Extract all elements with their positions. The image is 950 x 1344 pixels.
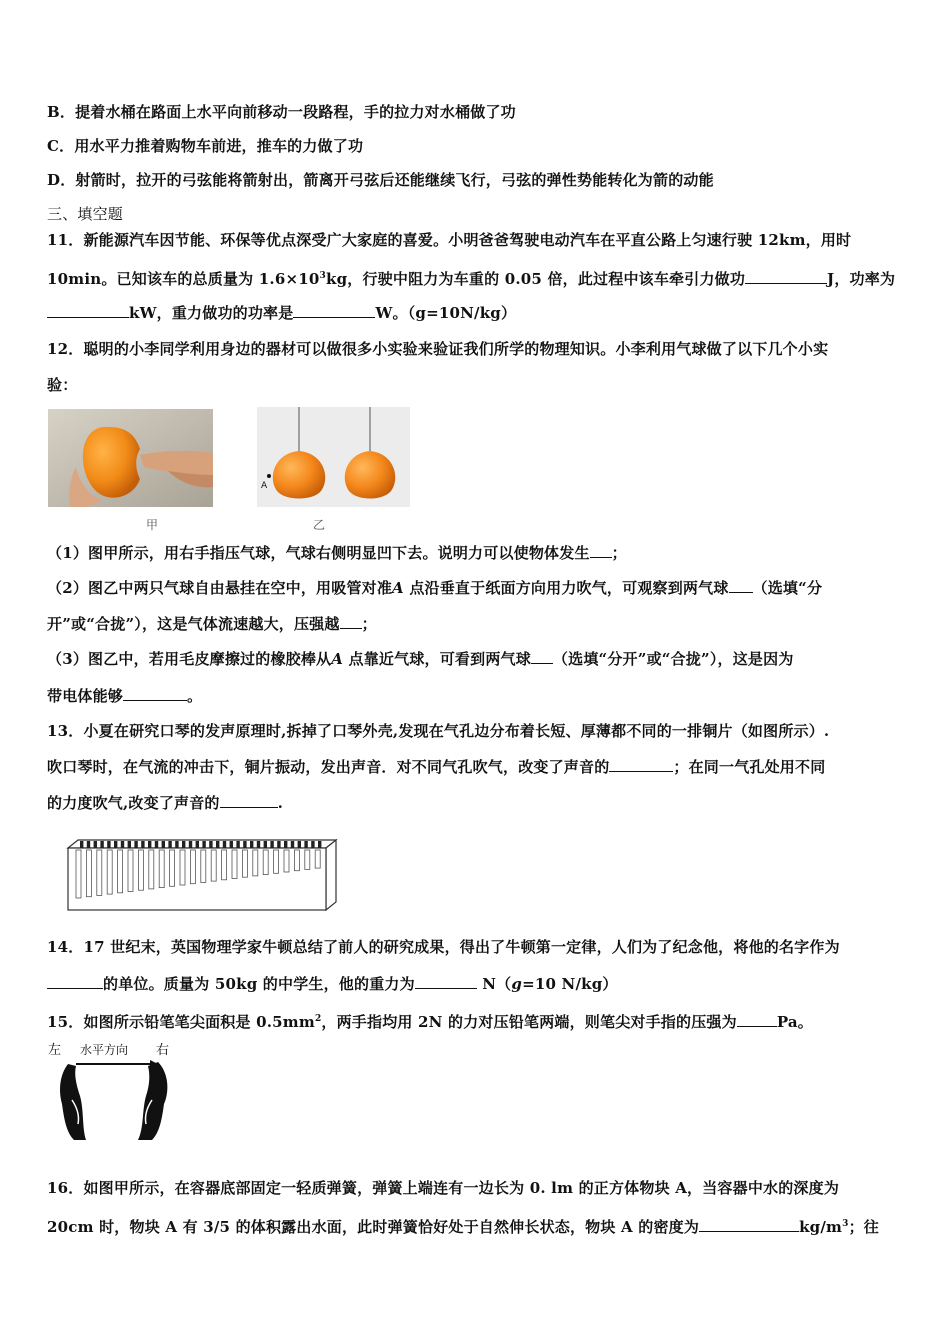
q12-blank-4[interactable] — [531, 649, 553, 664]
reed-slot — [159, 850, 164, 888]
q12-blank-5[interactable] — [123, 686, 187, 701]
figure-caption-jia: 甲 — [146, 518, 159, 532]
q13-line-2: 吹口琴时，在气流的冲击下，铜片振动，发出声音．对不同气孔吹气，改变了声音的 ；在同一气孔处用不同 — [47, 758, 826, 776]
reed-top — [107, 841, 110, 848]
q12-blank-3[interactable] — [340, 614, 362, 629]
reed-slot — [242, 850, 247, 877]
reed-top — [257, 841, 260, 848]
reed-top — [80, 841, 83, 848]
reed-top — [134, 841, 137, 848]
q15-line-1: 15．如图所示铅笔笔尖面积是 $0.5mm^2$，两手指均用 2N 的力对压铅笔两端，则笔尖对手指的压强为 Pa。 — [47, 1013, 814, 1031]
balloon-press-figure — [48, 409, 213, 507]
reed-top — [209, 841, 212, 848]
reed-slot — [211, 850, 216, 881]
reed-top — [230, 841, 233, 848]
reed-top — [175, 841, 178, 848]
reed-slot — [263, 850, 268, 875]
reed-top — [311, 841, 314, 848]
reed-top — [202, 841, 205, 848]
q12-blank-1[interactable] — [590, 543, 612, 558]
reed-slot — [97, 850, 102, 895]
q13-blank-2[interactable] — [220, 793, 278, 808]
q12-sub-3: （3）图乙中，若用毛皮摩擦过的橡胶棒从A 点靠近气球，可看到两气球 （选填“分开”或“合拢”），这是因为 — [47, 650, 794, 668]
label-left: 左 — [48, 1043, 62, 1058]
reed-top — [141, 841, 144, 848]
reed-slot — [232, 850, 237, 879]
harmonica-reeds-figure — [64, 838, 338, 916]
reed-slot — [138, 850, 143, 890]
q11-blank-gravity-power[interactable] — [293, 303, 375, 318]
reed-top — [121, 841, 124, 848]
label-direction: 水平方向 — [80, 1043, 129, 1057]
reed-top — [196, 841, 199, 848]
reed-top — [284, 841, 287, 848]
reed-top — [264, 841, 267, 848]
q12-blank-2[interactable] — [729, 578, 753, 593]
option-b: B．提着水桶在路面上水平向前移动一段路程，手的拉力对水桶做了功 — [47, 103, 516, 121]
reed-slot — [180, 850, 185, 885]
reed-slot — [253, 850, 258, 876]
reed-top — [291, 841, 294, 848]
reed-slot — [76, 850, 81, 898]
reed-top — [87, 841, 90, 848]
q13-line-1: 13．小夏在研究口琴的发声原理时,拆掉了口琴外壳,发现在气孔边分布着长短、厚薄都不同的一排铜片（如图所示）. — [47, 722, 830, 740]
q15-blank-1[interactable] — [737, 1012, 777, 1027]
reed-slot — [149, 850, 154, 889]
reed-slot — [201, 850, 206, 882]
q12-line-1: 12．聪明的小李同学利用身边的器材可以做很多小实验来验证我们所学的物理知识。小李利用气球做了以下几个小实 — [47, 340, 829, 358]
q12-sub-3-cont: 带电体能够 。 — [47, 687, 203, 705]
q13-blank-1[interactable] — [609, 757, 673, 772]
reed-slot — [315, 850, 320, 868]
figure-caption-yi: 乙 — [313, 518, 326, 532]
reed-slot — [274, 850, 279, 873]
reed-top — [189, 841, 192, 848]
reed-top — [100, 841, 103, 848]
q14-line-2: 的单位。质量为 50kg 的中学生，他的重力为 N（g=10 N/kg） — [47, 974, 618, 994]
reed-top — [223, 841, 226, 848]
reed-top — [243, 841, 246, 848]
hanging-balloons-figure — [257, 407, 410, 507]
pencil-fingers-figure — [46, 1040, 176, 1144]
option-c: C．用水平力推着购物车前进，推车的力做了功 — [47, 137, 364, 155]
reed-top — [155, 841, 158, 848]
reed-top — [318, 841, 321, 848]
q13-line-3: 的力度吹气,改变了声音的 . — [47, 794, 284, 812]
reed-slot — [170, 850, 175, 886]
q16-line-2: 20cm 时，物块 A 有 3/5 的体积露出水面，此时弹簧恰好处于自然伸长状态，物块 A 的密度为 $kg/m^3$；往 — [47, 1218, 879, 1236]
reed-top — [216, 841, 219, 848]
reed-top — [236, 841, 239, 848]
q11-line-2: 10min。已知该车的总质量为 $1.6\times 10^3kg$，行驶中阻力为车重的 0.05 倍，此过程中该车牵引力做功 J，功率为 — [47, 270, 896, 288]
option-d: D．射箭时，拉开的弓弦能将箭射出，箭离开弓弦后还能继续飞行，弓弦的弹性势能转化为箭的动能 — [47, 171, 714, 189]
reed-top — [162, 841, 165, 848]
section-heading: 三、填空题 — [47, 205, 124, 223]
reed-top — [94, 841, 97, 848]
q11-blank-work[interactable] — [745, 269, 827, 284]
q11-blank-power[interactable] — [47, 303, 129, 318]
q12-line-2: 验： — [47, 376, 78, 394]
reed-top — [128, 841, 131, 848]
label-right: 右 — [156, 1043, 170, 1058]
point-a-label: A — [261, 481, 268, 491]
reed-top — [182, 841, 185, 848]
q12-sub-1: （1）图甲所示，用右手指压气球，气球右侧明显凹下去。说明力可以使物体发生 ； — [47, 544, 627, 562]
reed-top — [148, 841, 151, 848]
q14-line-1: 14．17 世纪末，英国物理学家牛顿总结了前人的研究成果，得出了牛顿第一定律，人们为了纪念他，将他的名字作为 — [47, 938, 840, 956]
q11-line-1: 11．新能源汽车因节能、环保等优点深受广大家庭的喜爱。小明爸爸驾驶电动汽车在平直公路上匀速行驶 12km，用时 — [47, 231, 852, 249]
reed-top — [168, 841, 171, 848]
reed-top — [114, 841, 117, 848]
reed-top — [270, 841, 273, 848]
q14-blank-1[interactable] — [47, 974, 103, 989]
reed-slot — [107, 850, 112, 894]
q14-blank-2[interactable] — [415, 974, 477, 989]
q16-blank-1[interactable] — [699, 1217, 799, 1232]
q16-line-1: 16．如图甲所示，在容器底部固定一轻质弹簧，弹簧上端连有一边长为 0. lm 的正方体物块 A，当容器中水的深度为 — [47, 1179, 840, 1197]
q12-sub-2-cont: 开”或“合拢”），这是气体流速越大，压强越 ； — [47, 615, 377, 633]
reed-slot — [128, 850, 133, 892]
reed-slot — [305, 850, 310, 869]
reed-slot — [118, 850, 123, 893]
reed-slot — [284, 850, 289, 872]
reed-slot — [86, 850, 91, 897]
reed-slot — [222, 850, 227, 880]
reed-top — [277, 841, 280, 848]
reed-slot — [294, 850, 299, 871]
q12-sub-2: （2）图乙中两只气球自由悬挂在空中，用吸管对准A 点沿垂直于纸面方向用力吹气，可观察到两气球 （选填“分 — [47, 579, 823, 597]
q11-line-3: kW，重力做功的功率是 W。（g=10N/kg） — [47, 303, 516, 323]
reed-top — [304, 841, 307, 848]
reed-top — [250, 841, 253, 848]
reed-slot — [190, 850, 195, 884]
reed-top — [298, 841, 301, 848]
